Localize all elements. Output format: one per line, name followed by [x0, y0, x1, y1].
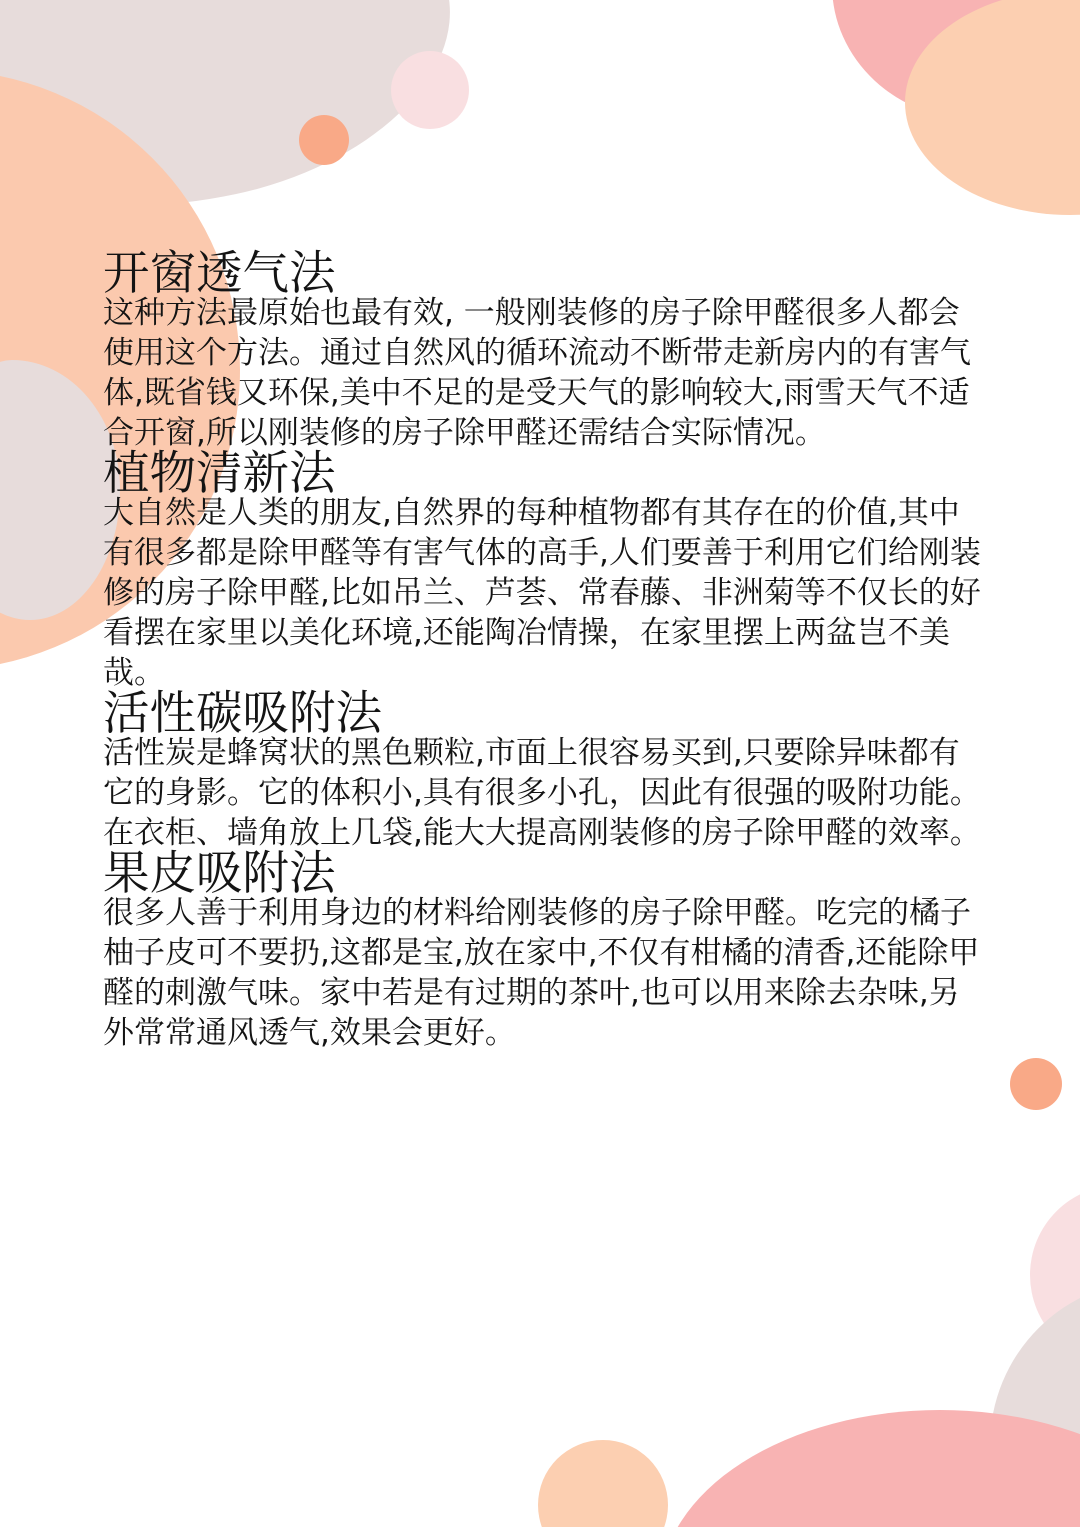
section-title: 开窗透气法	[103, 246, 336, 300]
decorative-blob	[538, 1440, 668, 1527]
section-title: 植物清新法	[103, 446, 336, 500]
decorative-dot	[1010, 1058, 1062, 1110]
section-paragraph: 很多人善于利用身边的材料给刚装修的房子除甲醛。吃完的橘子柚子皮可不要扔,这都是宝,放在家中,不仅有柑橘的清香,还能除甲醛的刺激气味。家中若是有过期的茶叶,也可以用来除去杂味,另外常常通风透气,效果会更好。	[103, 895, 980, 1051]
decorative-dot	[299, 115, 349, 165]
decorative-blob	[660, 1410, 1080, 1527]
decorative-dot	[391, 51, 469, 129]
section-title: 果皮吸附法	[103, 846, 336, 900]
section-title: 活性碳吸附法	[103, 686, 382, 740]
watermark: 住小帮@西安东易日盛总部	[28, 1482, 173, 1496]
section-paragraph: 这种方法最原始也最有效, 一般刚装修的房子除甲醛很多人都会使用这个方法。通过自然风的循环流动不断带走新房内的有害气体,既省钱又环保,美中不足的是受天气的影响较大,雨雪天气不适合开窗,所以刚装修的房子除甲醛还需结合实际情况。	[103, 295, 971, 451]
section-paragraph: 大自然是人类的朋友,自然界的每种植物都有其存在的价值,其中有很多都是除甲醛等有害气体的高手,人们要善于利用它们给刚装修的房子除甲醛,比如吊兰、芦荟、常春藤、非洲菊等不仅长的好看摆在家里以美化环境,还能陶冶情操，在家里摆上两盆岂不美哉。	[103, 495, 981, 691]
article-body	[103, 246, 983, 1053]
section-paragraph: 活性炭是蜂窝状的黑色颗粒,市面上很容易买到,只要除异味都有它的身影。它的体积小,具有很多小孔，因此有很强的吸附功能。在衣柜、墙角放上几袋,能大大提高刚装修的房子除甲醛的效率。	[103, 735, 981, 851]
